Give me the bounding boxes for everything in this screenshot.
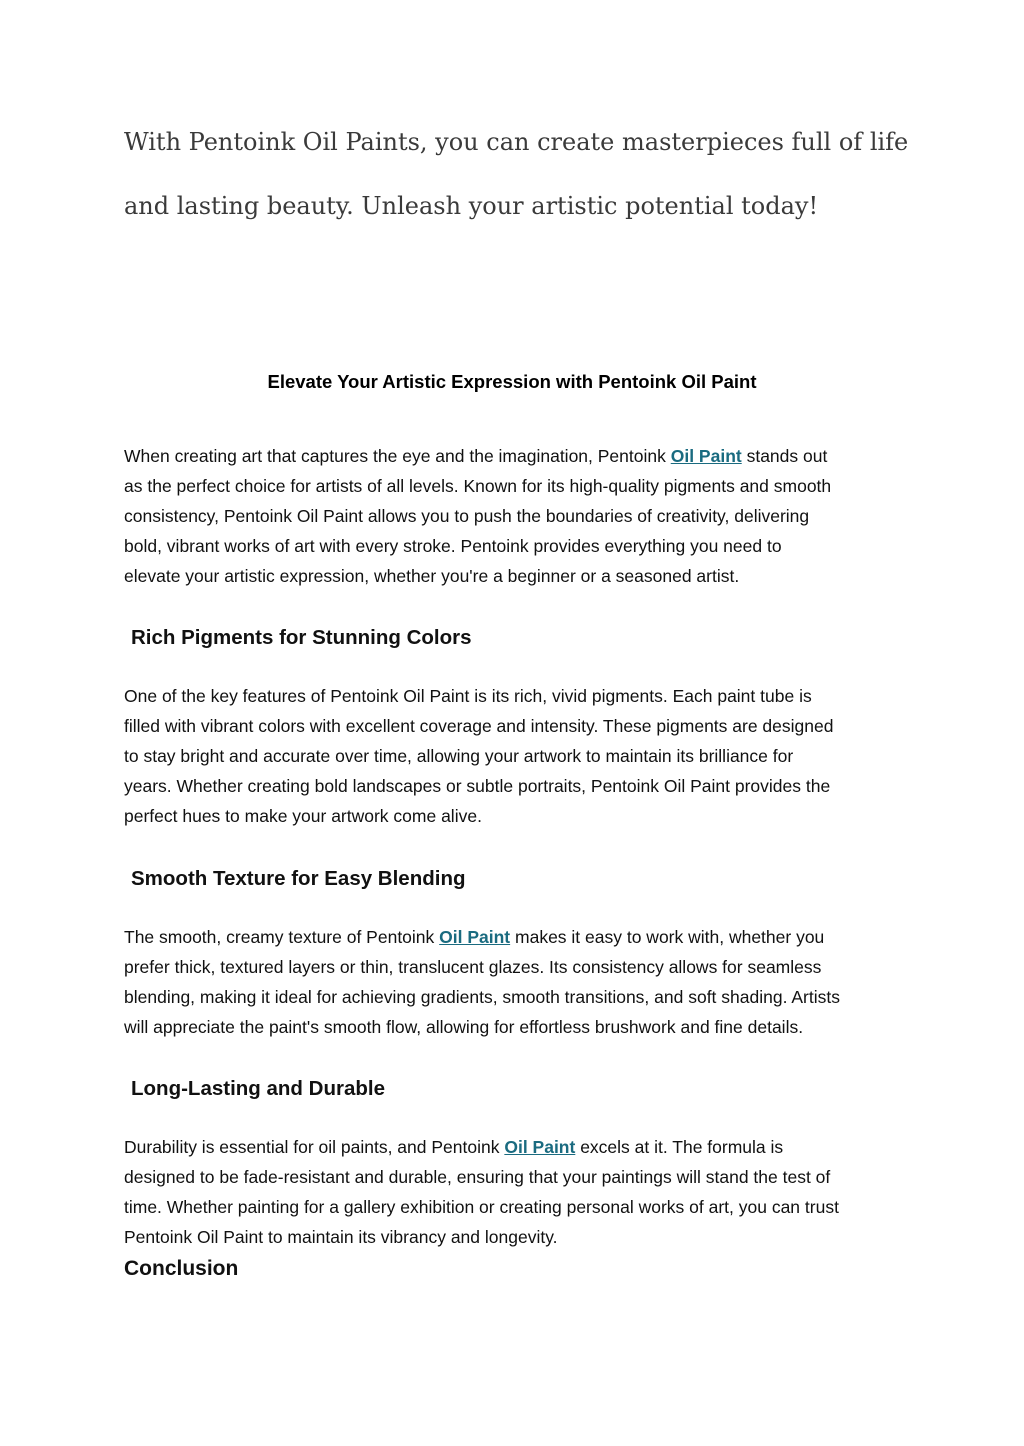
texture-paragraph <box>124 922 914 1042</box>
intro-line-1: With Pentoink Oil Paints, you can create masterpieces full of life <box>124 128 909 156</box>
paragraph-line: will appreciate the paint's smooth flow, allowing for effortless brushwork and fine details. <box>124 1017 804 1037</box>
intro-section-paragraph <box>124 441 914 591</box>
paragraph-line: elevate your artistic expression, whether you're a beginner or a seasoned artist. <box>124 566 740 586</box>
durable-heading: Long-Lasting and Durable <box>131 1077 385 1100</box>
paragraph-line: One of the key features of Pentoink Oil Paint is its rich, vivid pigments. Each paint tube is <box>124 686 812 706</box>
paragraph-line: designed to be fade-resistant and durable, ensuring that your paintings will stand the test of <box>124 1167 831 1187</box>
paragraph-line: The smooth, creamy texture of Pentoink Oil Paint makes it easy to work with, whether you <box>124 927 825 947</box>
paragraph-line: When creating art that captures the eye and the imagination, Pentoink Oil Paint stands out <box>124 446 828 466</box>
paragraph-line: prefer thick, textured layers or thin, translucent glazes. Its consistency allows for seamless <box>124 957 822 977</box>
paragraph-line: Pentoink Oil Paint to maintain its vibrancy and longevity. <box>124 1227 558 1247</box>
paragraph-line: perfect hues to make your artwork come alive. <box>124 806 482 826</box>
intro-line-2: and lasting beauty. Unleash your artistic potential today! <box>124 192 819 220</box>
paragraph-line: time. Whether painting for a gallery exhibition or creating personal works of art, you can trust <box>124 1197 839 1217</box>
intro-paragraph <box>124 110 944 238</box>
paragraph-line: consistency, Pentoink Oil Paint allows you to push the boundaries of creativity, delivering <box>124 506 810 526</box>
pigments-paragraph <box>124 681 914 831</box>
conclusion-heading: Conclusion <box>124 1257 239 1280</box>
paragraph-line: Durability is essential for oil paints, and Pentoink Oil Paint excels at it. The formula is <box>124 1137 784 1157</box>
oil-paint-link[interactable]: Oil Paint <box>439 927 511 947</box>
durable-paragraph <box>124 1132 914 1252</box>
texture-heading: Smooth Texture for Easy Blending <box>131 867 466 890</box>
paragraph-line: blending, making it ideal for achieving gradients, smooth transitions, and soft shading. Artists <box>124 987 840 1007</box>
oil-paint-link[interactable]: Oil Paint <box>670 446 742 466</box>
main-heading: Elevate Your Artistic Expression with Pentoink Oil Paint <box>267 371 757 392</box>
paragraph-line: as the perfect choice for artists of all levels. Known for its high-quality pigments and smooth <box>124 476 832 496</box>
paragraph-line: years. Whether creating bold landscapes or subtle portraits, Pentoink Oil Paint provides the <box>124 776 831 796</box>
paragraph-line: bold, vibrant works of art with every stroke. Pentoink provides everything you need to <box>124 536 782 556</box>
oil-paint-link[interactable]: Oil Paint <box>504 1137 576 1157</box>
paragraph-line: to stay bright and accurate over time, allowing your artwork to maintain its brilliance for <box>124 746 794 766</box>
pigments-heading: Rich Pigments for Stunning Colors <box>131 626 472 649</box>
paragraph-line: filled with vibrant colors with excellent coverage and intensity. These pigments are designed <box>124 716 834 736</box>
